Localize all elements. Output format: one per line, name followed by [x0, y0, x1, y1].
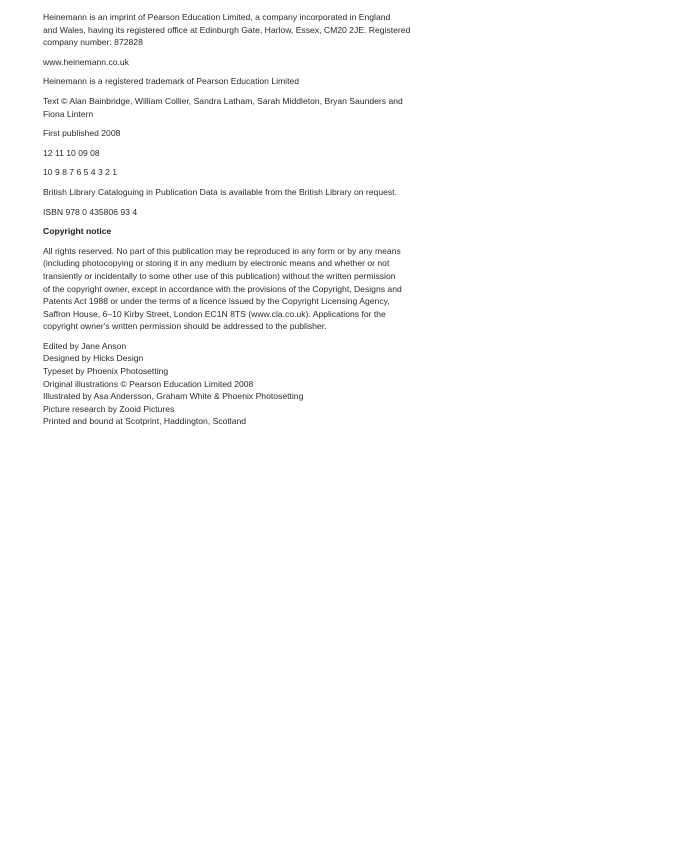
credit-printer: Printed and bound at Scotprint, Haddington, Scotland	[43, 416, 247, 427]
credit-original-illustrations: Original illustrations © Pearson Education Limited 2008	[43, 378, 254, 389]
text-copyright-line: Text © Alan Bainbridge, William Collier, Sandra Latham, Sarah Middleton, Bryan Saunders and Fiona Lintern	[43, 95, 403, 119]
first-published-line: First published 2008	[43, 128, 121, 139]
copyright-page	[43, 11, 443, 428]
imprint-statement: Heinemann is an imprint of Pearson Education Limited, a company incorporated in England and Wales, having its registered office at Edinburgh Gate, Harlow, Essex, CM20 2JE. Registered company number: 872828	[43, 12, 411, 48]
credit-editor: Edited by Jane Anson	[43, 340, 127, 351]
trademark-statement: Heinemann is a registered trademark of Pearson Education Limited	[43, 76, 300, 87]
cataloguing-statement: British Library Cataloguing in Publication Data is available from the British Library on request.	[43, 186, 397, 197]
credit-typesetter: Typeset by Phoenix Photosetting	[43, 366, 169, 377]
copyright-notice-heading: Copyright notice	[43, 226, 112, 237]
credit-illustrators: Illustrated by Asa Andersson, Graham White & Phoenix Photosetting	[43, 391, 304, 402]
credit-designer: Designed by Hicks Design	[43, 353, 144, 364]
credit-picture-research: Picture research by Zooid Pictures	[43, 403, 175, 414]
isbn-line: ISBN 978 0 435806 93 4	[43, 206, 138, 217]
production-credits	[43, 340, 443, 428]
copyright-notice-body: All rights reserved. No part of this publication may be reproduced in any form or by any means (including photocopying or storing it in any medium by electronic means and whether or not transiently or incidentally to some other use of this publication) without the written permission of the copyright owner, except in accordance with the provisions of the Copyright, Designs and Patents Act 1988 or under the terms of a licence issued by the Copyright Licensing Agency, Saffron House, 6–10 Kirby Street, London EC1N 8TS (www.cla.co.uk). Applications for the copyright owner's written permission should be addressed to the publisher.	[43, 245, 402, 332]
printing-number-line: 10 9 8 7 6 5 4 3 2 1	[43, 167, 118, 178]
website-text: www.heinemann.co.uk	[43, 56, 129, 67]
year-impression-line: 12 11 10 09 08	[43, 147, 100, 158]
